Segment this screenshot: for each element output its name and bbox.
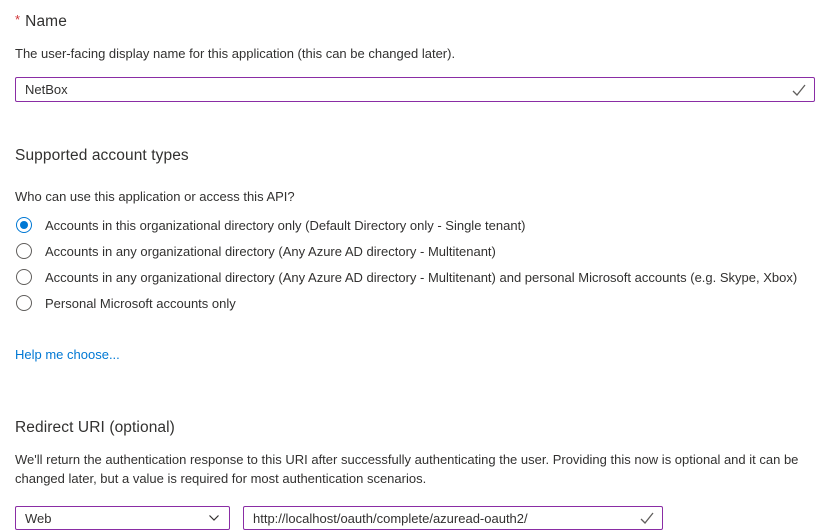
name-input-wrap xyxy=(15,77,815,102)
platform-select-value: Web xyxy=(25,510,52,526)
radio-option-multitenant[interactable] xyxy=(15,243,815,259)
name-field-label: Name xyxy=(25,13,67,30)
supported-account-types-heading: Supported account types xyxy=(15,147,189,164)
help-me-choose-link[interactable]: Help me choose... xyxy=(15,347,120,362)
redirect-uri-row xyxy=(15,506,815,530)
redirect-uri-input[interactable] xyxy=(243,506,663,530)
platform-select[interactable] xyxy=(15,506,230,530)
required-asterisk: * xyxy=(15,12,21,27)
radio-button-icon xyxy=(16,217,32,233)
radio-option-multitenant-personal[interactable] xyxy=(15,269,815,285)
redirect-uri-description: We'll return the authentication response to this URI after successfully authenticating the user. Providing this now is optional and it can be changed later, but a value is required for most authentication scenarios. xyxy=(15,452,799,486)
name-field-heading xyxy=(15,12,815,31)
uri-input-wrap xyxy=(243,506,663,530)
radio-option-label: Accounts in this organizational directory only (Default Directory only - Single tenant) xyxy=(45,217,526,233)
radio-option-label: Personal Microsoft accounts only xyxy=(45,295,236,311)
radio-option-single-tenant[interactable] xyxy=(15,217,815,233)
redirect-uri-section xyxy=(15,419,815,530)
chevron-down-icon xyxy=(208,512,220,524)
name-input[interactable] xyxy=(15,77,815,102)
account-types-question: Who can use this application or access this API? xyxy=(15,189,295,204)
radio-button-icon xyxy=(16,295,32,311)
radio-option-label: Accounts in any organizational directory (Any Azure AD directory - Multitenant) and personal Microsoft accounts (e.g. Skype, Xbox) xyxy=(45,269,798,285)
radio-button-icon xyxy=(16,243,32,259)
redirect-uri-heading: Redirect URI (optional) xyxy=(15,419,175,436)
radio-option-label: Accounts in any organizational directory (Any Azure AD directory - Multitenant) xyxy=(45,243,496,259)
name-field-description: The user-facing display name for this application (this can be changed later). xyxy=(15,46,456,61)
supported-account-types-section xyxy=(15,147,815,364)
account-types-radio-group xyxy=(15,217,815,311)
name-section xyxy=(15,12,815,102)
radio-button-icon xyxy=(16,269,32,285)
radio-option-personal-only[interactable] xyxy=(15,295,815,311)
